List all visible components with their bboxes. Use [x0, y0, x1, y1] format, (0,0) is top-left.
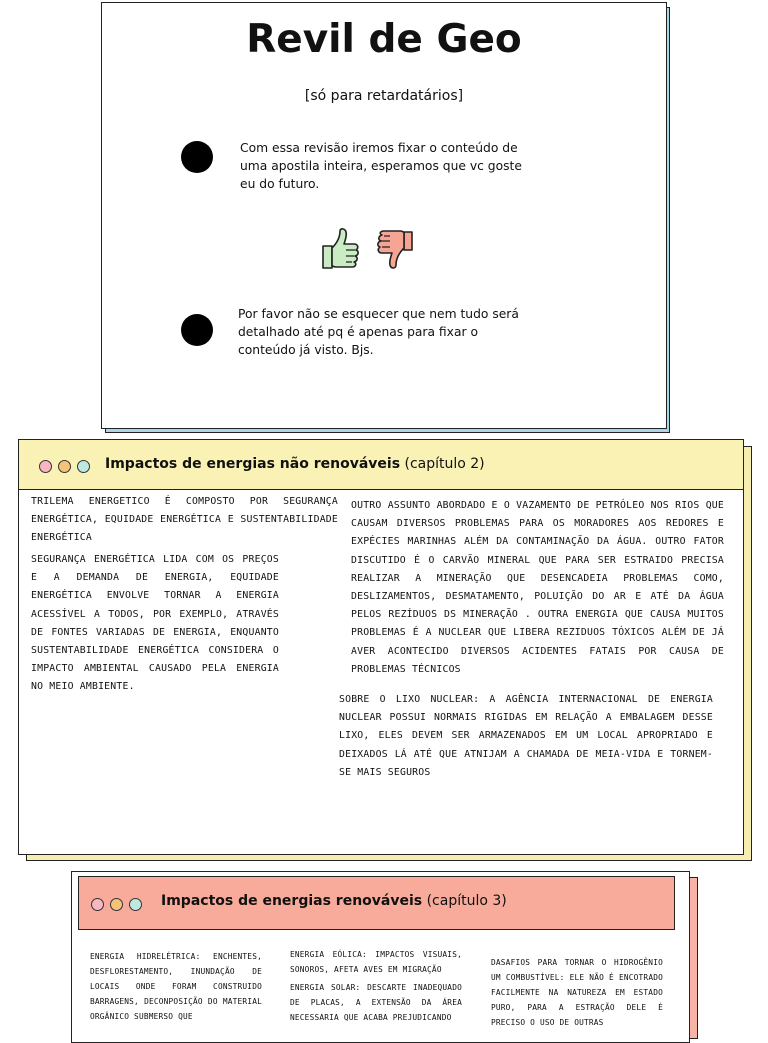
section-header [19, 440, 743, 490]
thumbs-up-icon [320, 227, 362, 271]
pink-dot [91, 898, 104, 911]
section-title-bold: Impactos de energias renováveis [161, 893, 423, 909]
bullet-dot [181, 314, 213, 346]
nonrenewable-card [18, 439, 744, 855]
reminder-line: conteúdo já visto. Bjs. [238, 343, 374, 357]
section-title-chapter: (capítulo 2) [400, 456, 485, 472]
orange-dot [58, 460, 71, 473]
hydrogen-text: DASAFIOS PARA TORNAR O HIDROGÊNIO UM COMBUSTÍVEL: ELE NÃO É ENCOTRADO FACILMENTE NA NATUREZA EM ESTADO PURO, PARA A ESTRAÇÃO DELE É PRECISO O USO DE OUTRAS [491, 958, 663, 1027]
section-title-bold: Impactos de energias não renováveis [105, 456, 401, 472]
intro-paragraph [240, 139, 522, 193]
page-subtitle: [só para retardatários] [304, 88, 464, 104]
page-title: Revil de Geo [246, 17, 522, 62]
intro-line: Com essa revisão iremos fixar o conteúdo de [240, 141, 518, 155]
window-dots [39, 460, 90, 473]
oil-coal-text: OUTRO ASSUNTO ABORDADO E O VAZAMENTO DE PETRÓLEO NOS RIOS QUE CAUSAM DIVERSOS PROBLEMAS PARA OS MORADORES AOS REDORES E EXPÉCIES MARINHAS ALÉM DA CONTAMINAÇÃO DA ÁGUA. OUTRO FATOR DISCUTIDO É O CARVÃO MINERAL QUE PARA SER ESTRAIDO PRECISA REALIZAR A MINERAÇÃO QUE DESENCADEIA PROBLEMAS COMO, DESLIZAMENTOS, DESMATAMENTO, POLUIÇÃO DO AR E ATÉ DA ÁGUA PELOS REZÍDUOS DS MINERAÇÃO . OUTRA ENERGIA QUE CAUSA MUITOS PROBLEMAS É A NUCLEAR QUE LIBERA REZIDUOS TÓXICOS ALÉM DE JÁ AVER ACONTECIDO DIVERSOS ACIDENTES FATAIS POR CAUSA DE PROBLEMAS TÉCNICOS [351, 500, 724, 675]
reminder-line: Por favor não se esquecer que nem tudo será [238, 307, 519, 321]
solar-text: ENERGIA SOLAR: DESCARTE INADEQUADO DE PLACAS, A EXTENSÃO DA ÁREA NECESSARIA QUE ACABA PREJUDICANDO [290, 983, 462, 1022]
window-dots [91, 898, 142, 911]
pink-dot [39, 460, 52, 473]
security-text: SEGURANÇA ENERGÉTICA LIDA COM OS PREÇOS E A DEMANDA DE ENERGIA, EQUIDADE ENERGÉTICA ENVOLVE TORNAR A ENERGIA ACESSÍVEL A TODOS, POR EXEMPLO, ATRAVÉS DE FONTES VARIADAS DE ENERGIA, ENQUANTO SUSTENTABILIDADE ENERGÉTICA CONSIDERA O IMPACTO AMBIENTAL CAUSADO PELA ENERGIA NO MEIO AMBIENTE. [31, 554, 279, 693]
wind-text: ENERGIA EÓLICA: IMPACTOS VISUAIS, SONOROS, AFETA AVES EM MIGRAÇÃO [290, 950, 462, 974]
reminder-paragraph [238, 305, 519, 359]
section-title-chapter: (capítulo 3) [422, 893, 507, 909]
bullet-dot [181, 141, 213, 173]
intro-line: uma apostila inteira, esperamos que vc goste [240, 159, 522, 173]
thumbs-down-icon [375, 229, 415, 271]
hydro-text: ENERGIA HIDRELÉTRICA: ENCHENTES, DESFLORESTAMENTO, INUNDAÇÃO DE LOCAIS ONDE FORAM CONSTRUIDO BARRAGENS, DECONPOSIÇÃO DO MATERIAL ORGÂNICO SUBMERSO QUE [90, 952, 262, 1021]
reminder-line: detalhado até pq é apenas para fixar o [238, 325, 478, 339]
teal-dot [129, 898, 142, 911]
section-title [105, 456, 485, 472]
intro-card [101, 2, 667, 429]
section-header [78, 876, 675, 930]
nuclear-waste-text: SOBRE O LIXO NUCLEAR: A AGÊNCIA INTERNACIONAL DE ENERGIA NUCLEAR POSSUI NORMAIS RIGIDAS EM RELAÇÃO A EMBALAGEM DESSE LIXO, ELES DEVEM SER ARMAZENADOS EM UM LOCAL APROPRIADO E DEIXADOS LÁ ATÉ QUE ATNIJAM A CHAMADA DE MEIA-VIDA E TORNEM-SE MAIS SEGUROS [339, 694, 713, 778]
section-title [161, 893, 507, 909]
intro-line: eu do futuro. [240, 177, 320, 191]
orange-dot [110, 898, 123, 911]
trilemma-text: TRILEMA ENERGETICO É COMPOSTO POR SEGURANÇA ENERGÉTICA, EQUIDADE ENERGÉTICA E SUSTENTABILIDADE ENERGÉTICA [31, 496, 338, 544]
renewable-card [71, 871, 690, 1043]
teal-dot [77, 460, 90, 473]
